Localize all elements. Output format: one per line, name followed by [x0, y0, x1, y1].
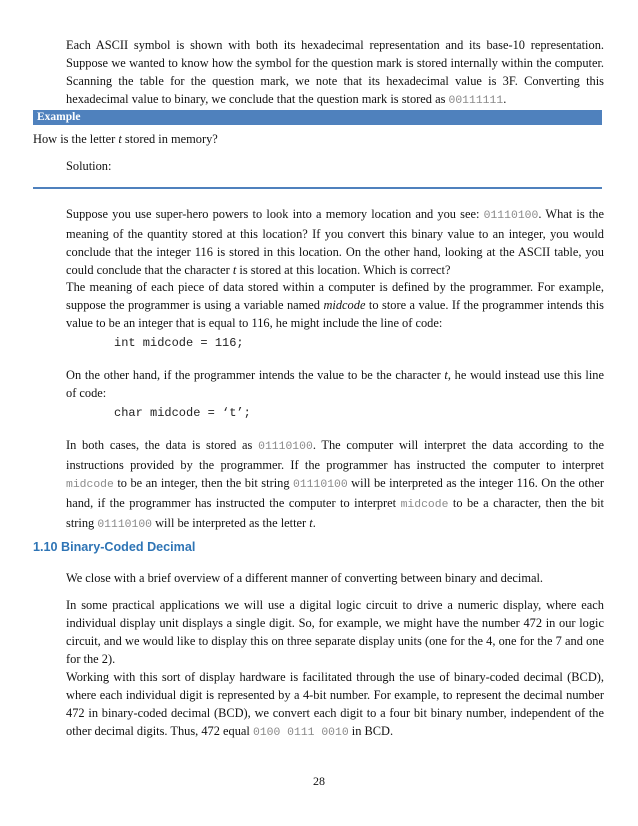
- interp-binary-1: 01110100: [258, 441, 313, 453]
- interp-letter: t: [309, 516, 313, 530]
- interp-text-5: to be a character, then the bit string: [66, 496, 604, 530]
- bcd-code: 0100 0111 0010: [252, 727, 349, 739]
- memory-text-2: . What is the meaning of the quantity stored at this location? If you convert this binary value to an integer, you would conclude that the integer 116 is stored in this location. On the other hand, looking at the ASCII table, you could conclude that the character: [66, 207, 604, 277]
- interp-text: In both cases, the data is stored as: [66, 438, 259, 452]
- programmer-paragraph: [66, 278, 604, 332]
- memory-letter: t: [232, 263, 237, 277]
- programmer-text: The meaning of each piece of data stored within a computer is defined by the programmer. For example, suppose the programmer is using a variable named: [66, 280, 604, 312]
- question-text-end: stored in memory?: [121, 132, 218, 146]
- interp-text-6: will be interpreted as the letter: [152, 516, 310, 530]
- example-divider: [33, 187, 602, 189]
- intro-text: Each ASCII symbol is shown with both its hexadecimal representation and its base-10 representation. Suppose we wanted to know how the symbol for the question mark is stored internally within the computer. Scanning the table for the question mark, we note that its hexadecimal value is 3F. Converting this hexadecimal value to binary, we conclude that the question mark is stored as: [66, 38, 604, 106]
- memory-binary: 01110100: [483, 210, 539, 222]
- character-paragraph: [66, 366, 604, 402]
- interp-variable-2: midcode: [400, 499, 449, 511]
- section-heading: 1.10 Binary-Coded Decimal: [33, 540, 196, 554]
- character-text: On the other hand, if the programmer intends the value to be the character: [66, 368, 445, 382]
- example-question: [33, 130, 218, 148]
- bcd-paragraph: [66, 668, 604, 742]
- solution-label: Solution:: [66, 159, 112, 173]
- character-text-2: , he would instead use this line of code:: [66, 368, 604, 400]
- intro-text-end: .: [503, 92, 507, 106]
- interp-variable-1: midcode: [66, 479, 114, 491]
- code-char-line: char midcode = ‘t’;: [114, 406, 251, 420]
- memory-text-3: is stored at this location. Which is correct?: [236, 263, 451, 277]
- bcd-text-end: in BCD.: [348, 724, 394, 738]
- question-mark-binary: 00111111: [448, 95, 504, 107]
- interpretation-paragraph: [66, 436, 604, 534]
- question-letter: t: [118, 132, 122, 146]
- question-text: How is the letter: [33, 132, 119, 146]
- interp-text-4: will be interpreted as the integer 116. On the other hand, if the programmer has instructed the computer to interpret: [66, 476, 604, 510]
- display-paragraph: In some practical applications we will use a digital logic circuit to drive a numeric display, where each individual display unit displays a single digit. So, for example, we might have the number 472 in our logic circuit, and we would like to display this on three separate display units (one for the 4, one for the 7 and one for the 2).: [66, 598, 604, 666]
- intro-paragraph: [66, 36, 604, 110]
- bcd-text: Working with this sort of display hardware is facilitated through the use of binary-coded decimal (BCD), where each individual digit is represented by a 4-bit number. For example, to represent the decimal number 472 in binary-coded decimal (BCD), we convert each digit to a four bit binary number, independent of the other decimal digits. Thus, 472 equal: [66, 670, 604, 738]
- interp-text-end: .: [312, 516, 316, 530]
- interp-text-2: . The computer will interpret the data according to the instructions provided by the programmer. If the programmer has instructed the computer to interpret: [66, 438, 605, 472]
- interp-binary-3: 01110100: [97, 519, 153, 531]
- memory-paragraph: [66, 205, 604, 279]
- variable-name: midcode: [323, 298, 366, 312]
- interp-binary-2: 01110100: [293, 479, 348, 491]
- code-int-line: int midcode = 116;: [114, 336, 244, 350]
- programmer-text-2: to store a value. If the programmer intends this value to be an integer that is equal to 116, he might include the line of code:: [66, 298, 604, 330]
- bcd-intro-paragraph: We close with a brief overview of a different manner of converting between binary and decimal.: [66, 571, 543, 585]
- page-number: 28: [313, 774, 325, 788]
- memory-text: Suppose you use super-hero powers to look into a memory location and you see:: [66, 207, 484, 221]
- interp-text-3: to be an integer, then the bit string: [113, 476, 294, 490]
- character-letter: t: [444, 368, 448, 382]
- example-banner: Example: [33, 110, 602, 125]
